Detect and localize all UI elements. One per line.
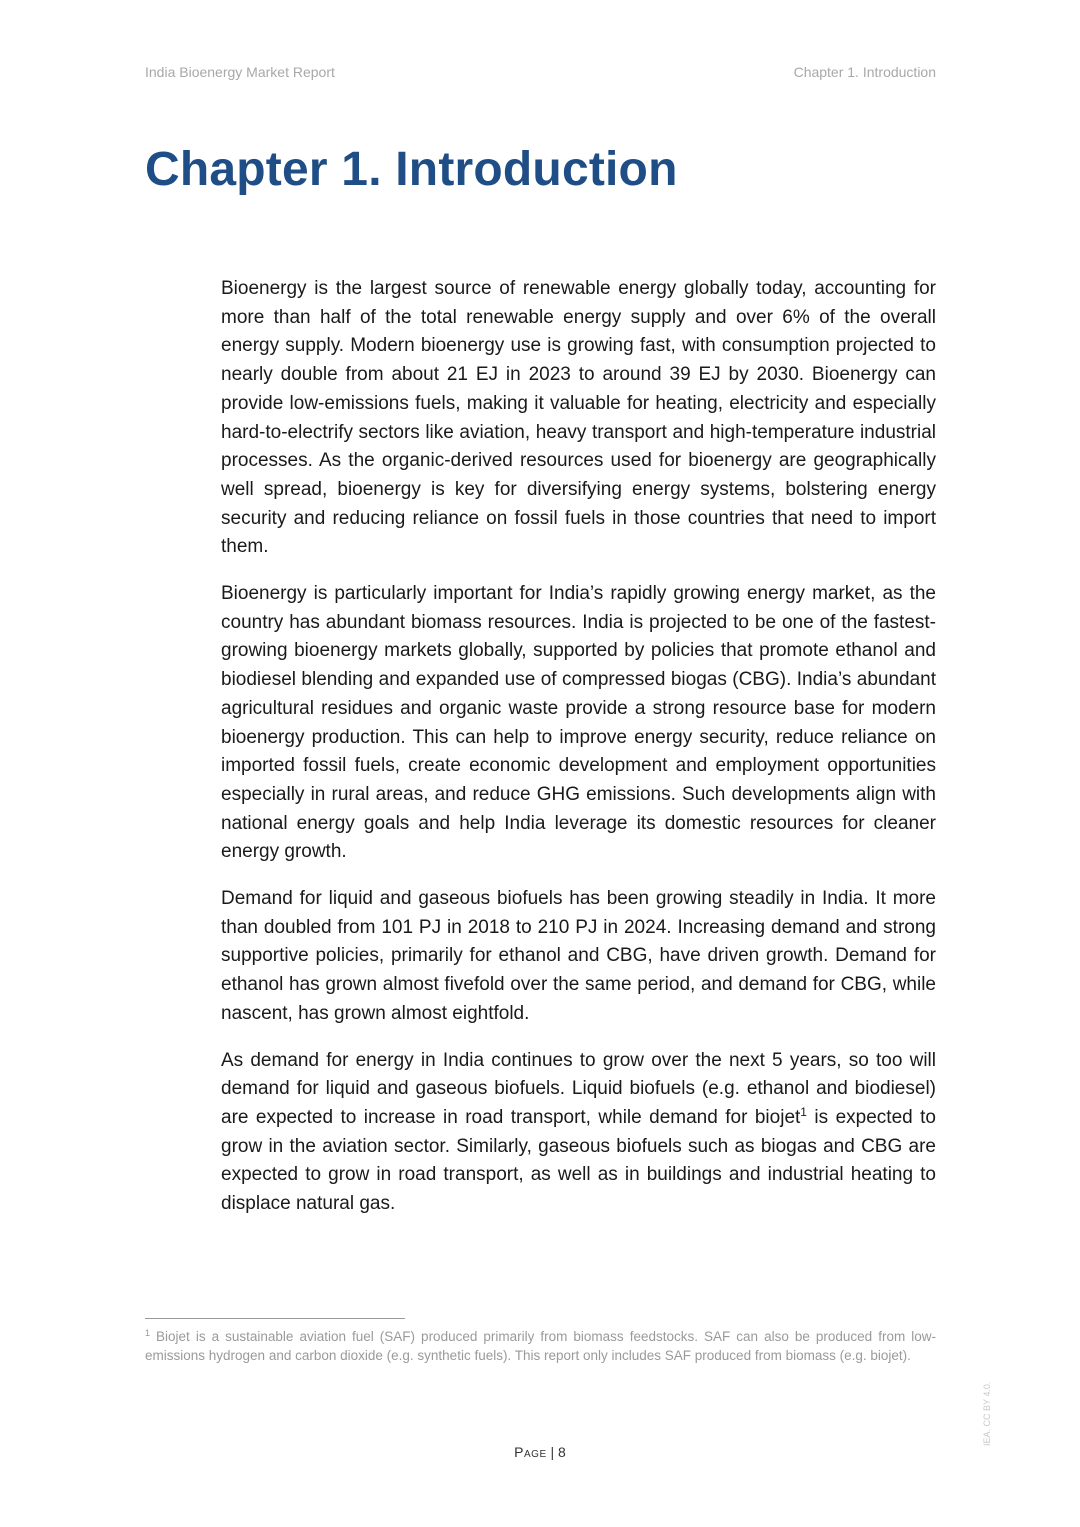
header-report-title: India Bioenergy Market Report	[145, 64, 335, 80]
page-separator: |	[546, 1444, 559, 1460]
body-text	[221, 275, 936, 1237]
footnote	[145, 1327, 936, 1365]
paragraph-4-text-after: is expected to grow in the aviation sector. Similarly, gaseous biofuels such as biogas and CBG are expected to grow in road transport, as well as in buildings and industrial heating to displace natural gas.	[221, 1106, 936, 1215]
page-number	[0, 1444, 1080, 1460]
license-notice: IEA. CC BY 4.0.	[982, 1381, 992, 1446]
paragraph-2: Bioenergy is particularly important for India’s rapidly growing energy market, as the country has abundant biomass resources. India is projected to be one of the fastest-growing bioenergy markets globally, supported by policies that promote ethanol and biodiesel blending and expanded use of compressed biogas (CBG). India’s abundant agricultural residues and organic waste provide a strong resource base for modern bioenergy production. This can help to improve energy security, reduce reliance on imported fossil fuels, create economic development and employment opportunities especially in rural areas, and reduce GHG emissions. Such developments align with national energy goals and help India leverage its domestic resources for cleaner energy growth.	[221, 583, 936, 863]
page-title: Chapter 1. Introduction	[145, 143, 678, 196]
paragraph-3: Demand for liquid and gaseous biofuels has been growing steadily in India. It more than doubled from 101 PJ in 2018 to 210 PJ in 2024. Increasing demand and strong supportive policies, primarily for ethanol and CBG, have driven growth. Demand for ethanol has grown almost fivefold over the same period, and demand for CBG, while nascent, has grown almost eightfold.	[221, 888, 936, 1024]
footnote-divider	[145, 1318, 405, 1319]
paragraph-4	[221, 1047, 936, 1219]
paragraph-1: Bioenergy is the largest source of renewable energy globally today, accounting for more than half of the total renewable energy supply and over 6% of the overall energy supply. Modern bioenergy use is growing fast, with consumption projected to nearly double from about 21 EJ in 2023 to around 39 EJ by 2030. Bioenergy can provide low-emissions fuels, making it valuable for heating, electricity and especially hard-to-electrify sectors like aviation, heavy transport and high-temperature industrial processes. As the organic-derived resources used for bioenergy are geographically well spread, bioenergy is key for diversifying energy systems, bolstering energy security and reducing reliance on fossil fuels in those countries that need to import them.	[221, 278, 936, 558]
footnote-marker: 1	[145, 1328, 151, 1338]
header-chapter: Chapter 1. Introduction	[793, 64, 936, 80]
running-header	[145, 64, 936, 84]
paragraph-4-text-before: As demand for energy in India continues to grow over the next 5 years, so too will demand for liquid and gaseous biofuels. Liquid biofuels (e.g. ethanol and biodiesel) are expected to increase in road transport, while demand for biojet	[221, 1049, 936, 1128]
page-number-value: 8	[558, 1444, 566, 1460]
page-label: Page	[514, 1444, 547, 1460]
footnote-reference[interactable]: 1	[800, 1104, 807, 1119]
footnote-text: Biojet is a sustainable aviation fuel (SAF) produced primarily from biomass feedstocks. SAF can also be produced from low-emissions hydrogen and carbon dioxide (e.g. synthetic fuels). This report only includes SAF produced from biomass (e.g. biojet).	[145, 1329, 936, 1363]
